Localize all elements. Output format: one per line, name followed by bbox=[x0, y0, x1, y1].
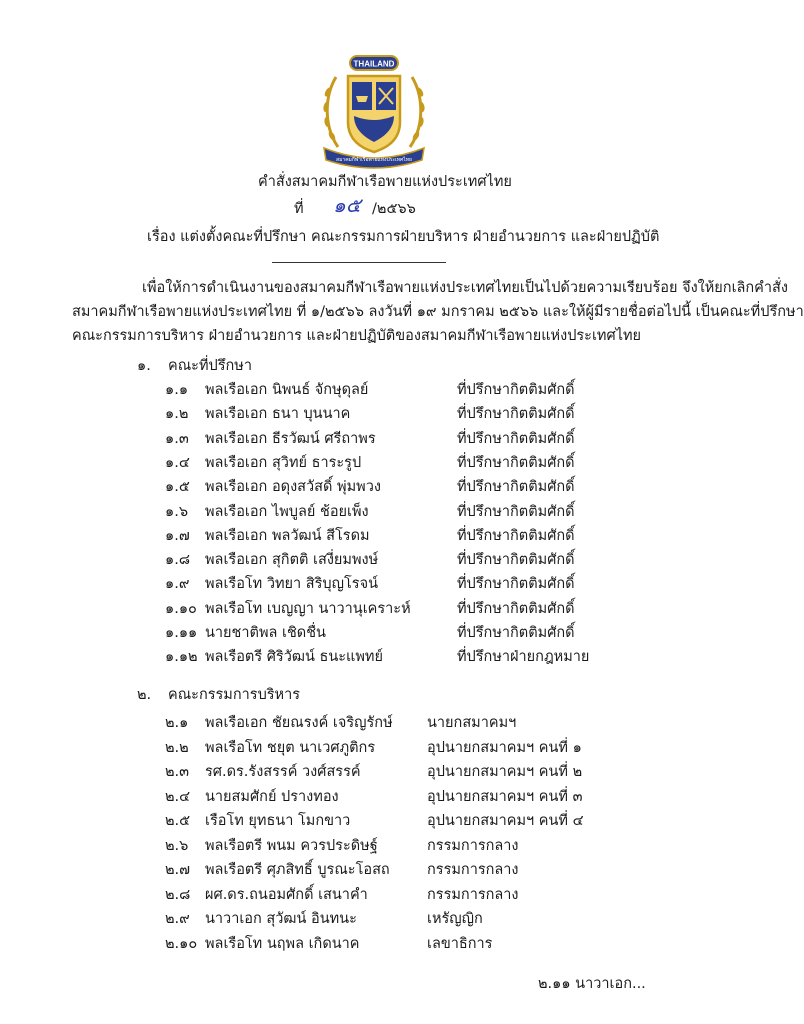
member-name: พลเรือเอก นิพนธ์ จักษุดุลย์ bbox=[205, 382, 369, 398]
member-role: ที่ปรึกษากิตติมศักดิ์ bbox=[457, 625, 575, 641]
order-number-suffix: /๒๕๖๖ bbox=[372, 201, 416, 217]
member-role: นายกสมาคมฯ bbox=[427, 715, 517, 731]
member-role: อุปนายกสมาคมฯ คนที่ ๒ bbox=[427, 764, 583, 780]
member-name: พลเรือเอก สุวิทย์ ธาระรูป bbox=[205, 454, 362, 471]
section-number: ๒. bbox=[137, 687, 152, 703]
order-title: คำสั่งสมาคมกีฬาเรือพายแห่งประเทศไทย bbox=[258, 174, 512, 190]
item-number: ๒.๘ bbox=[165, 886, 191, 903]
member-name: พลเรือเอก ธีรวัฒน์ ศรีถาพร bbox=[205, 430, 376, 447]
item-number: ๑.๔ bbox=[165, 454, 190, 471]
intro-line: สมาคมกีฬาเรือพายแห่งประเทศไทย ที่ ๑/๒๕๖๖ ลงวันที่ ๑๙ มกราคม ๒๕๖๖ และให้ผู้มีรายชื่อต่อไปนี้ เป็นคณะที่ปรึกษา bbox=[72, 304, 804, 320]
intro-paragraph bbox=[72, 276, 804, 348]
item-number: ๒.๙ bbox=[165, 911, 190, 927]
item-number: ๑.๘ bbox=[165, 552, 190, 569]
item-number: ๑.๓ bbox=[165, 430, 189, 447]
item-number: ๑.๗ bbox=[165, 527, 190, 544]
item-number: ๑.๑๐ bbox=[165, 600, 197, 617]
member-name: นายสมศักย์ ปรางทอง bbox=[205, 788, 339, 805]
member-name: ผศ.ดร.ถนอมศักดิ์ เสนาคำ bbox=[205, 886, 368, 903]
member-name: พลเรือเอก ชัยณรงค์ เจริญรักษ์ bbox=[205, 715, 393, 731]
member-role: ที่ปรึกษากิตติมศักดิ์ bbox=[457, 552, 575, 569]
item-number: ๒.๗ bbox=[165, 862, 191, 878]
association-logo bbox=[318, 52, 430, 170]
member-role: อุปนายกสมาคมฯ คนที่ ๓ bbox=[427, 788, 583, 805]
member-role: ที่ปรึกษากิตติมศักดิ์ bbox=[457, 406, 575, 423]
member-name: เรือโท ยุทธนา โมกขาว bbox=[205, 813, 351, 829]
order-subject: เรื่อง แต่งตั้งคณะที่ปรึกษา คณะกรรมการฝ่ายบริหาร ฝ่ายอำนวยการ และฝ่ายปฏิบัติ bbox=[147, 229, 660, 245]
member-role: ที่ปรึกษากิตติมศักดิ์ bbox=[457, 454, 575, 471]
member-role: ที่ปรึกษากิตติมศักดิ์ bbox=[457, 576, 575, 593]
order-number-handwritten: ๑๕ bbox=[333, 193, 361, 217]
member-name: พลเรือตรี พนม ควรประดิษฐ์ bbox=[205, 837, 378, 854]
member-role: อุปนายกสมาคมฯ คนที่ ๑ bbox=[427, 739, 582, 756]
member-role: ที่ปรึกษากิตติมศักดิ์ bbox=[457, 503, 575, 520]
member-role: ที่ปรึกษากิตติมศักดิ์ bbox=[457, 382, 575, 398]
item-number: ๒.๒ bbox=[165, 739, 189, 756]
intro-line: คณะกรรมการบริหาร ฝ่ายอำนวยการ และฝ่ายปฏิบัติของสมาคมกีฬาเรือพายแห่งประเทศไทย bbox=[72, 328, 642, 344]
intro-line: เพื่อให้การดำเนินงานของสมาคมกีฬาเรือพายแห่งประเทศไทยเป็นไปด้วยความเรียบร้อย จึงให้ยกเลิกคำสั่ง bbox=[142, 280, 788, 296]
member-name: พลเรือโท นฤพล เกิดนาค bbox=[205, 935, 360, 952]
member-role: กรรมการกลาง bbox=[427, 886, 519, 903]
item-number: ๑.๙ bbox=[165, 576, 190, 593]
member-role: กรรมการกลาง bbox=[427, 837, 519, 854]
order-number-prefix: ที่ bbox=[294, 201, 304, 217]
section-heading bbox=[137, 685, 151, 705]
item-number: ๑.๖ bbox=[165, 503, 189, 520]
member-name: พลเรือเอก อดุงสวัสดิ์ พุ่มพวง bbox=[205, 479, 381, 496]
section-title: คณะกรรมการบริหาร bbox=[168, 687, 301, 703]
item-number: ๑.๑๑ bbox=[165, 625, 198, 641]
member-name: พลเรือโท วิทยา สิริบุญโรจน์ bbox=[205, 576, 378, 593]
member-role: เลขาธิการ bbox=[427, 935, 493, 952]
member-name: พลเรือเอก สุกิตติ เสงี่ยมพงษ์ bbox=[205, 552, 379, 569]
member-name: พลเรือเอก ไพบูลย์ ช้อยเพ็ง bbox=[205, 503, 369, 520]
section-number: ๑. bbox=[137, 358, 151, 374]
item-number: ๒.๑ bbox=[165, 715, 189, 731]
member-name: นายชาติพล เชิดชื่น bbox=[205, 625, 326, 641]
member-name: พลเรือโท ชยุต นาเวศภูติกร bbox=[205, 739, 376, 756]
section-heading bbox=[137, 356, 151, 376]
member-name: พลเรือตรี ศุภสิทธิ์ บูรณะโอสถ bbox=[205, 862, 390, 878]
item-number: ๒.๖ bbox=[165, 837, 189, 854]
item-number: ๑.๒ bbox=[165, 406, 189, 423]
member-name: พลเรือเอก ธนา บุนนาค bbox=[205, 406, 351, 423]
section-title: คณะที่ปรึกษา bbox=[168, 358, 252, 374]
member-role: กรรมการกลาง bbox=[427, 862, 519, 878]
item-number: ๑.๑ bbox=[165, 382, 189, 398]
member-name: พลเรือตรี ศิริวัฒน์ ธนะแพทย์ bbox=[205, 649, 383, 666]
item-number: ๑.๕ bbox=[165, 479, 190, 496]
member-role: ที่ปรึกษากิตติมศักดิ์ bbox=[457, 527, 575, 544]
member-name: นาวาเอก สุวัฒน์ อินทนะ bbox=[205, 911, 357, 927]
logo-badge-text: THAILAND bbox=[353, 59, 395, 69]
item-number: ๒.๓ bbox=[165, 764, 190, 780]
member-role: ที่ปรึกษากิตติมศักดิ์ bbox=[457, 430, 575, 447]
header-divider bbox=[272, 262, 446, 263]
member-role: ที่ปรึกษาฝ่ายกฎหมาย bbox=[457, 649, 590, 666]
member-name: พลเรือโท เบญญา นาวานุเคราะห์ bbox=[205, 600, 411, 617]
member-name: รศ.ดร.รังสรรค์ วงศ์สรรค์ bbox=[205, 764, 361, 780]
item-number: ๒.๑๐ bbox=[165, 935, 198, 952]
member-role: ที่ปรึกษากิตติมศักดิ์ bbox=[457, 479, 575, 496]
continuation-text: ๒.๑๑ นาวาเอก... bbox=[538, 976, 646, 992]
item-number: ๑.๑๒ bbox=[165, 649, 198, 666]
member-role: ที่ปรึกษากิตติมศักดิ์ bbox=[457, 600, 575, 617]
item-number: ๒.๔ bbox=[165, 788, 191, 805]
member-role: อุปนายกสมาคมฯ คนที่ ๔ bbox=[427, 813, 584, 829]
member-role: เหรัญญิก bbox=[427, 911, 483, 927]
member-name: พลเรือเอก พลวัฒน์ สีโรดม bbox=[205, 527, 370, 544]
logo-banner-text: สมาคมกีฬาเรือพายแห่งประเทศไทย bbox=[336, 157, 412, 163]
item-number: ๒.๕ bbox=[165, 813, 191, 829]
